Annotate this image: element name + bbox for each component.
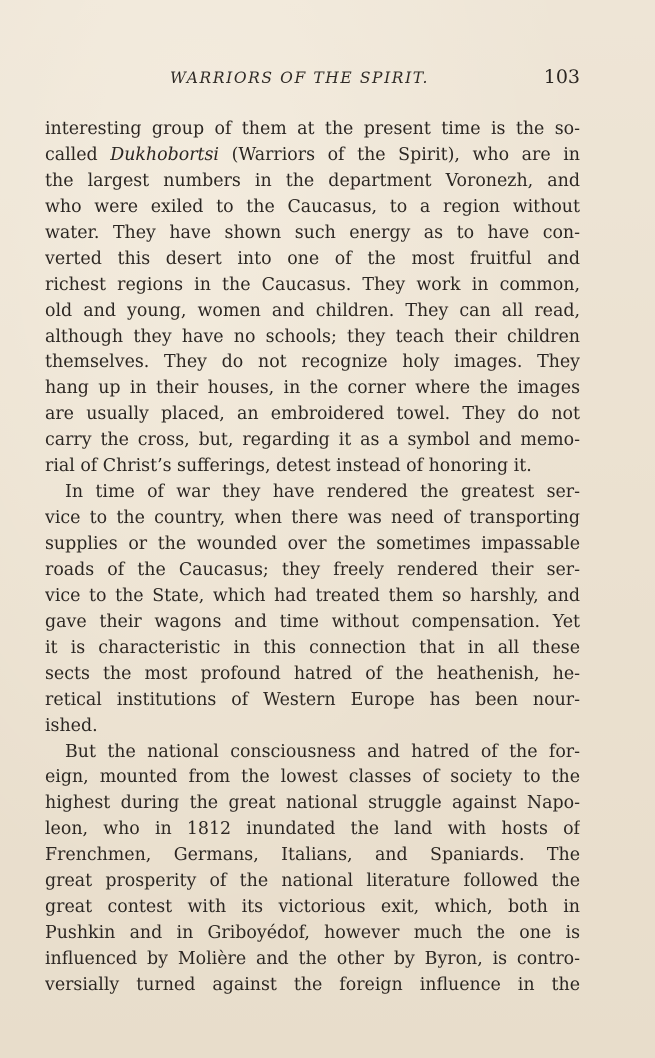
text-line: richest regions in the Caucasus. They work in common, [45, 274, 580, 295]
text-line: leon, who in 1812 inundated the land with hosts of [45, 819, 580, 840]
text-line: Frenchmen, Germans, Italians, and Spaniards. The [45, 845, 580, 866]
running-title: WARRIORS OF THE SPIRIT. [170, 69, 429, 87]
page-header [45, 66, 580, 92]
text-line: In time of war they have rendered the greatest ser- [65, 482, 580, 503]
text-line: highest during the great national struggle against Napo- [45, 793, 580, 814]
text-line: vice to the country, when there was need of transporting [45, 508, 580, 529]
text-line: versially turned against the foreign influence in the [45, 974, 580, 995]
text-line: sects the most profound hatred of the heathenish, he- [45, 663, 580, 684]
text-line: water. They have shown such energy as to have con- [45, 222, 580, 243]
italic-term: Dukhobortsi [110, 144, 219, 165]
text-line: vice to the State, which had treated them so harshly, and [45, 585, 580, 606]
text-line: verted this desert into one of the most fruitful and [45, 248, 580, 269]
text-line: the largest numbers in the department Voronezh, and [45, 170, 580, 191]
text-line: rial of Christ’s sufferings, detest instead of honoring it. [45, 456, 532, 477]
text-line: who were exiled to the Caucasus, to a region without [45, 196, 580, 217]
text-line: influenced by Molière and the other by Byron, is contro- [45, 949, 580, 969]
text-line: great contest with its victorious exit, which, both in [45, 897, 580, 918]
text-line: called Dukhobortsi (Warriors of the Spirit), who are in [45, 144, 580, 165]
text-line: great prosperity of the national literature followed the [45, 871, 580, 892]
text-line: it is characteristic in this connection that in all these [45, 637, 580, 658]
text-line: interesting group of them at the present time is the so- [45, 119, 580, 139]
text-line: themselves. They do not recognize holy images. They [45, 352, 580, 373]
text-line: But the national consciousness and hatred of the for- [65, 741, 580, 762]
text-line: Pushkin and in Griboyédof, however much the one is [45, 923, 580, 944]
text-line: gave their wagons and time without compensation. Yet [45, 611, 580, 632]
body-text [45, 117, 580, 999]
text-line: hang up in their houses, in the corner where the images [45, 378, 580, 399]
text-line: old and young, women and children. They can all read, [45, 300, 580, 321]
text-line: retical institutions of Western Europe has been nour- [45, 689, 580, 710]
text-line: supplies or the wounded over the sometimes impassable [45, 534, 580, 554]
page-number: 103 [543, 66, 580, 88]
text-line: eign, mounted from the lowest classes of society to the [45, 767, 580, 788]
text-line: carry the cross, but, regarding it as a symbol and memo- [45, 430, 580, 451]
text-line: ished. [45, 715, 98, 736]
text-line: roads of the Caucasus; they freely rendered their ser- [45, 559, 580, 580]
text-line: although they have no schools; they teach their children [45, 326, 580, 347]
text-line: are usually placed, an embroidered towel. They do not [45, 404, 580, 425]
